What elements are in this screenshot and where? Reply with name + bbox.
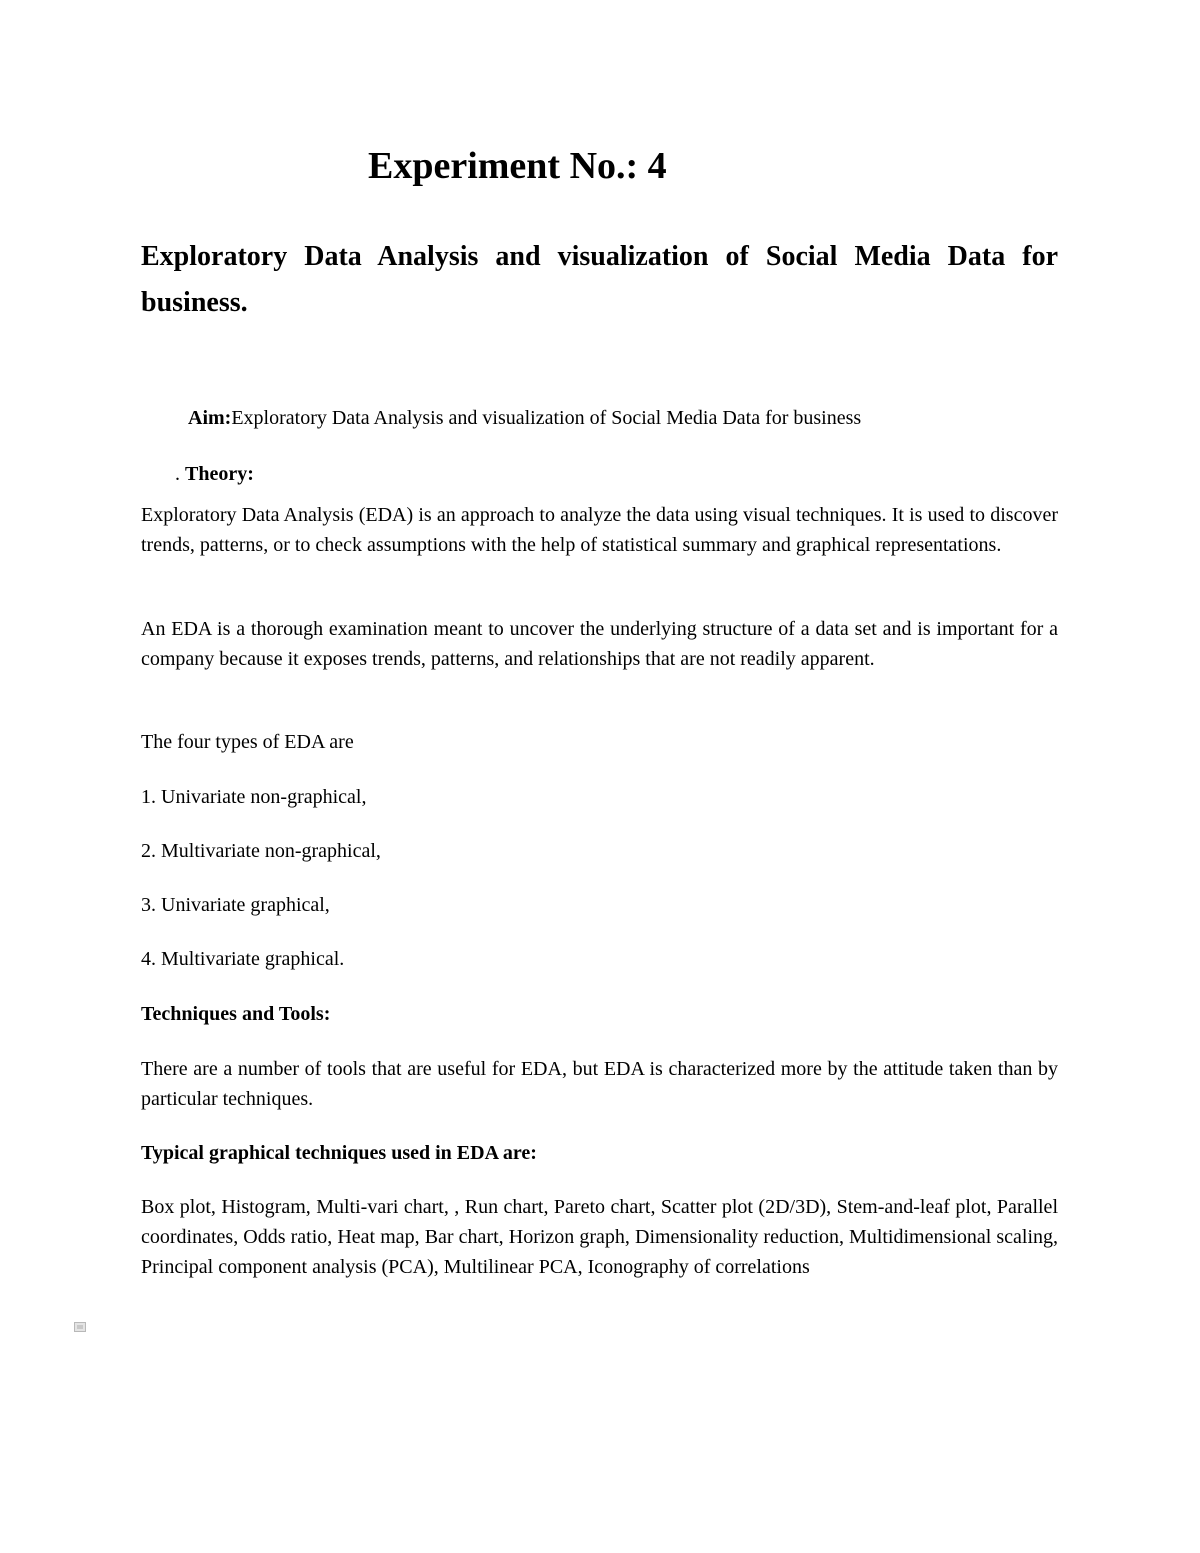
aim-line xyxy=(188,404,861,432)
techniques-paragraph: There are a number of tools that are useful for EDA, but EDA is characterized more by the attitude taken than by particular techniques. xyxy=(141,1058,1058,1110)
eda-type-item: 3. Univariate graphical, xyxy=(141,894,330,916)
main-heading: Exploratory Data Analysis and visualization of Social Media Data for business. xyxy=(141,241,1058,318)
eda-type-item: 1. Univariate non-graphical, xyxy=(141,786,367,808)
aim-text: Exploratory Data Analysis and visualization of Social Media Data for business xyxy=(231,407,862,429)
eda-exam-paragraph: An EDA is a thorough examination meant to uncover the underlying structure of a data set and is important for a company because it exposes trends, patterns, and relationships that are not readily apparent. xyxy=(141,618,1058,670)
eda-type-item: 2. Multivariate non-graphical, xyxy=(141,840,381,862)
theory-line xyxy=(175,460,254,488)
eda-intro-paragraph: Exploratory Data Analysis (EDA) is an approach to analyze the data using visual techniques. It is used to discover trends, patterns, or to check assumptions with the help of statistical summary and graphical representations. xyxy=(141,504,1058,556)
eda-type-item: 4. Multivariate graphical. xyxy=(141,948,345,970)
margin-marker-icon xyxy=(74,1322,86,1332)
experiment-title: Experiment No.: 4 xyxy=(368,145,667,187)
graphical-techniques-heading: Typical graphical techniques used in EDA are: xyxy=(141,1142,537,1164)
four-types-intro: The four types of EDA are xyxy=(141,731,354,753)
theory-label: Theory: xyxy=(185,463,254,485)
techniques-heading: Techniques and Tools: xyxy=(141,1003,331,1025)
theory-prefix: . xyxy=(175,463,185,485)
aim-label: Aim: xyxy=(188,407,232,429)
graphical-techniques-list: Box plot, Histogram, Multi-vari chart, , Run chart, Pareto chart, Scatter plot (2D/3D), Stem-and-leaf plot, Parallel coordinates, Odds ratio, Heat map, Bar chart, Horizon graph, Dimensionality reduction, Multidimensional scaling, Principal component analysis (PCA), Multilinear PCA, Iconography of correlations xyxy=(141,1196,1058,1278)
